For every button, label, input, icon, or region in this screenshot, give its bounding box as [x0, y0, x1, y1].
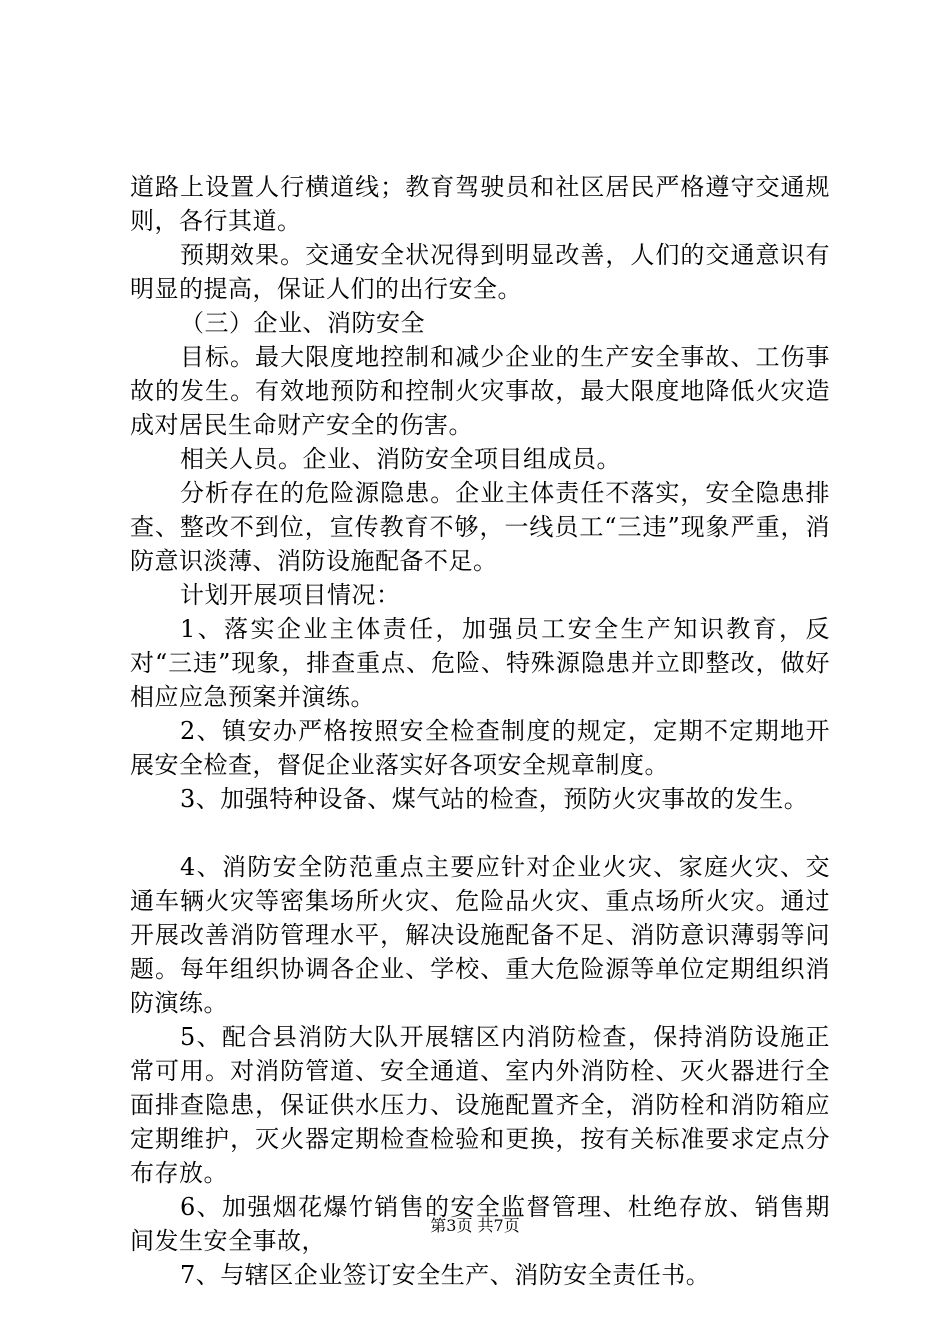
list-item-5: 5、配合县消防大队开展辖区内消防检查，保持消防设施正常可用。对消防管道、安全通道、室内外消防栓、灭火器进行全面排查隐患，保证供水压力、设施配置齐全，消防栓和消防箱应定期维护，灭火器定期检查检验和更换，按有关标准要求定点分布存放。: [130, 1023, 830, 1187]
paragraph-hazard-analysis: 分析存在的危险源隐患。企业主体责任不落实，安全隐患排查、整改不到位，宣传教育不够，一线员工“三违”现象严重，消防意识淡薄、消防设施配备不足。: [130, 479, 830, 575]
paragraph-goal: 目标。最大限度地控制和减少企业的生产安全事故、工伤事故的发生。有效地预防和控制火灾事故，最大限度地降低火灾造成对居民生命财产安全的伤害。: [130, 343, 830, 439]
list-item-1: 1、落实企业主体责任，加强员工安全生产知识教育，反对“三违”现象，排查重点、危险、特殊源隐患并立即整改，做好相应应急预案并演练。: [130, 615, 830, 711]
page-number-footer: 第3页 共7页: [430, 1216, 520, 1235]
paragraph-expected-effect: 预期效果。交通安全状况得到明显改善，人们的交通意识有明显的提高，保证人们的出行安全。: [130, 241, 830, 303]
document-body: [130, 170, 830, 1292]
list-item-3: 3、加强特种设备、煤气站的检查，预防火灾事故的发生。: [180, 785, 809, 813]
list-item-6: 6、加强烟花爆竹销售的安全监督管理、杜绝存放、销售期间发生安全事故，: [130, 1193, 830, 1255]
paragraph-related-personnel: 相关人员。企业、消防安全项目组成员。: [180, 445, 621, 473]
paragraph-plan-intro: 计划开展项目情况：: [180, 581, 401, 609]
paragraph-traffic-rules: 道路上设置人行横道线；教育驾驶员和社区居民严格遵守交通规则，各行其道。: [130, 173, 830, 235]
list-item-7: 7、与辖区企业签订安全生产、消防安全责任书。: [180, 1261, 711, 1289]
section-heading-enterprise-fire-safety: （三）企业、消防安全: [180, 309, 425, 337]
list-item-2: 2、镇安办严格按照安全检查制度的规定，定期不定期地开展安全检查，督促企业落实好各项安全规章制度。: [130, 717, 830, 779]
blank-line: [130, 816, 830, 850]
list-item-4: 4、消防安全防范重点主要应针对企业火灾、家庭火灾、交通车辆火灾等密集场所火灾、危险品火灾、重点场所火灾。通过开展改善消防管理水平，解决设施配备不足、消防意识薄弱等问题。每年组织协调各企业、学校、重大危险源等单位定期组织消防演练。: [130, 853, 830, 1017]
